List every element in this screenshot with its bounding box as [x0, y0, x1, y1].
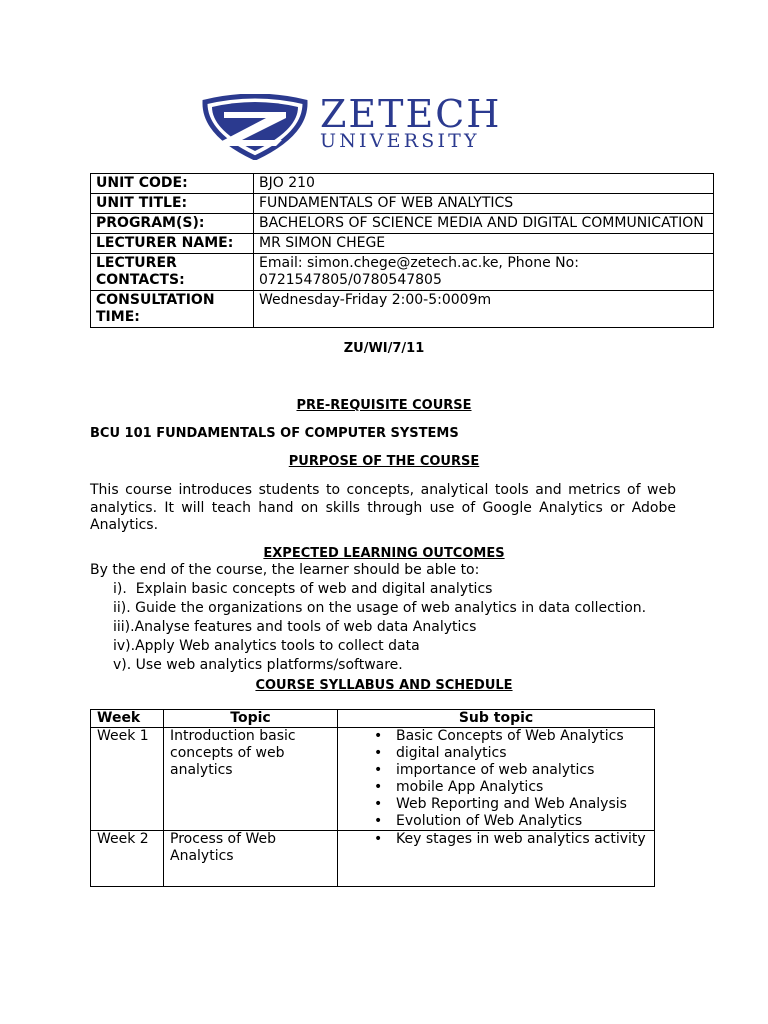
subtopic-item — [374, 796, 648, 813]
purpose-paragraph: This course introduces students to concepts, analytical tools and metrics of web analytics. It will teach hand on skills through use of Google Analytics or Adobe Analytics. — [90, 482, 676, 533]
syllabus-topic: Process of Web Analytics — [164, 831, 338, 887]
syllabus-row — [91, 831, 655, 887]
university-logo — [202, 94, 566, 162]
subtopic-text: Evolution of Web Analytics — [396, 813, 583, 829]
subtopic-item — [374, 728, 648, 745]
outcome-item: iii).Analyse features and tools of web data Analytics — [113, 619, 477, 635]
outcome-item: iv).Apply Web analytics tools to collect data — [113, 638, 420, 654]
subtopic-text: mobile App Analytics — [396, 779, 544, 795]
syllabus-table — [90, 709, 655, 887]
unit-info-table — [90, 173, 714, 328]
bullet-icon: • — [374, 831, 383, 847]
subtopic-item — [374, 831, 648, 848]
unit-info-row — [91, 194, 714, 214]
unit-info-key: UNIT TITLE: — [91, 194, 254, 214]
prereq-course: BCU 101 FUNDAMENTALS OF COMPUTER SYSTEMS — [90, 426, 459, 441]
syllabus-heading: COURSE SYLLABUS AND SCHEDULE — [255, 678, 513, 693]
subtopic-item — [374, 813, 648, 830]
bullet-icon: • — [374, 779, 383, 795]
bullet-icon: • — [374, 728, 383, 744]
syllabus-subtopics — [338, 728, 655, 831]
outcome-item: ii). Guide the organizations on the usage of web analytics in data collection. — [113, 600, 647, 616]
document-code: ZU/WI/7/11 — [343, 341, 425, 356]
outcomes-intro: By the end of the course, the learner should be able to: — [90, 562, 480, 578]
subtopic-text: importance of web analytics — [396, 762, 595, 778]
unit-info-key: PROGRAM(S): — [91, 214, 254, 234]
subtopic-text: digital analytics — [396, 745, 507, 761]
prereq-heading: PRE-REQUISITE COURSE — [296, 398, 472, 413]
subtopic-text: Basic Concepts of Web Analytics — [396, 728, 624, 744]
syllabus-topic: Introduction basic concepts of web analytics — [164, 728, 338, 831]
outcomes-list — [113, 580, 646, 675]
unit-info-value: Email: simon.chege@zetech.ac.ke, Phone No: 0721547805/0780547805 — [254, 254, 714, 291]
unit-info-row — [91, 174, 714, 194]
unit-info-value: BJO 210 — [254, 174, 714, 194]
unit-info-key: UNIT CODE: — [91, 174, 254, 194]
unit-info-key: LECTURER CONTACTS: — [91, 254, 254, 291]
outcome-item: i). Explain basic concepts of web and digital analytics — [113, 581, 493, 597]
unit-info-value: Wednesday-Friday 2:00-5:0009m — [254, 291, 714, 328]
syllabus-week: Week 2 — [91, 831, 164, 887]
subtopic-text: Key stages in web analytics activity — [396, 831, 646, 847]
outcome-item: v). Use web analytics platforms/software. — [113, 657, 403, 673]
unit-info-row — [91, 254, 714, 291]
unit-info-row — [91, 291, 714, 328]
subtopic-item — [374, 745, 648, 762]
logo-subtitle: UNIVERSITY — [320, 130, 480, 152]
unit-info-value: FUNDAMENTALS OF WEB ANALYTICS — [254, 194, 714, 214]
subtopic-item — [374, 762, 648, 779]
bullet-icon: • — [374, 796, 383, 812]
syllabus-subtopics — [338, 831, 655, 887]
unit-info-row — [91, 214, 714, 234]
unit-info-key: CONSULTATION TIME: — [91, 291, 254, 328]
subtopic-text: Web Reporting and Web Analysis — [396, 796, 627, 812]
col-header-week: Week — [91, 710, 164, 728]
syllabus-row — [91, 728, 655, 831]
syllabus-week: Week 1 — [91, 728, 164, 831]
unit-info-value: BACHELORS OF SCIENCE MEDIA AND DIGITAL COMMUNICATION — [254, 214, 714, 234]
subtopic-item — [374, 779, 648, 796]
logo-wordmark: ZETECH — [320, 92, 502, 136]
col-header-topic: Topic — [164, 710, 338, 728]
col-header-subtopic: Sub topic — [338, 710, 655, 728]
bullet-icon: • — [374, 813, 383, 829]
bullet-icon: • — [374, 745, 383, 761]
bullet-icon: • — [374, 762, 383, 778]
shield-emblem-icon — [202, 94, 308, 160]
unit-info-row — [91, 234, 714, 254]
outcomes-heading: EXPECTED LEARNING OUTCOMES — [263, 546, 505, 561]
unit-info-key: LECTURER NAME: — [91, 234, 254, 254]
purpose-heading: PURPOSE OF THE COURSE — [288, 454, 480, 469]
unit-info-value: MR SIMON CHEGE — [254, 234, 714, 254]
